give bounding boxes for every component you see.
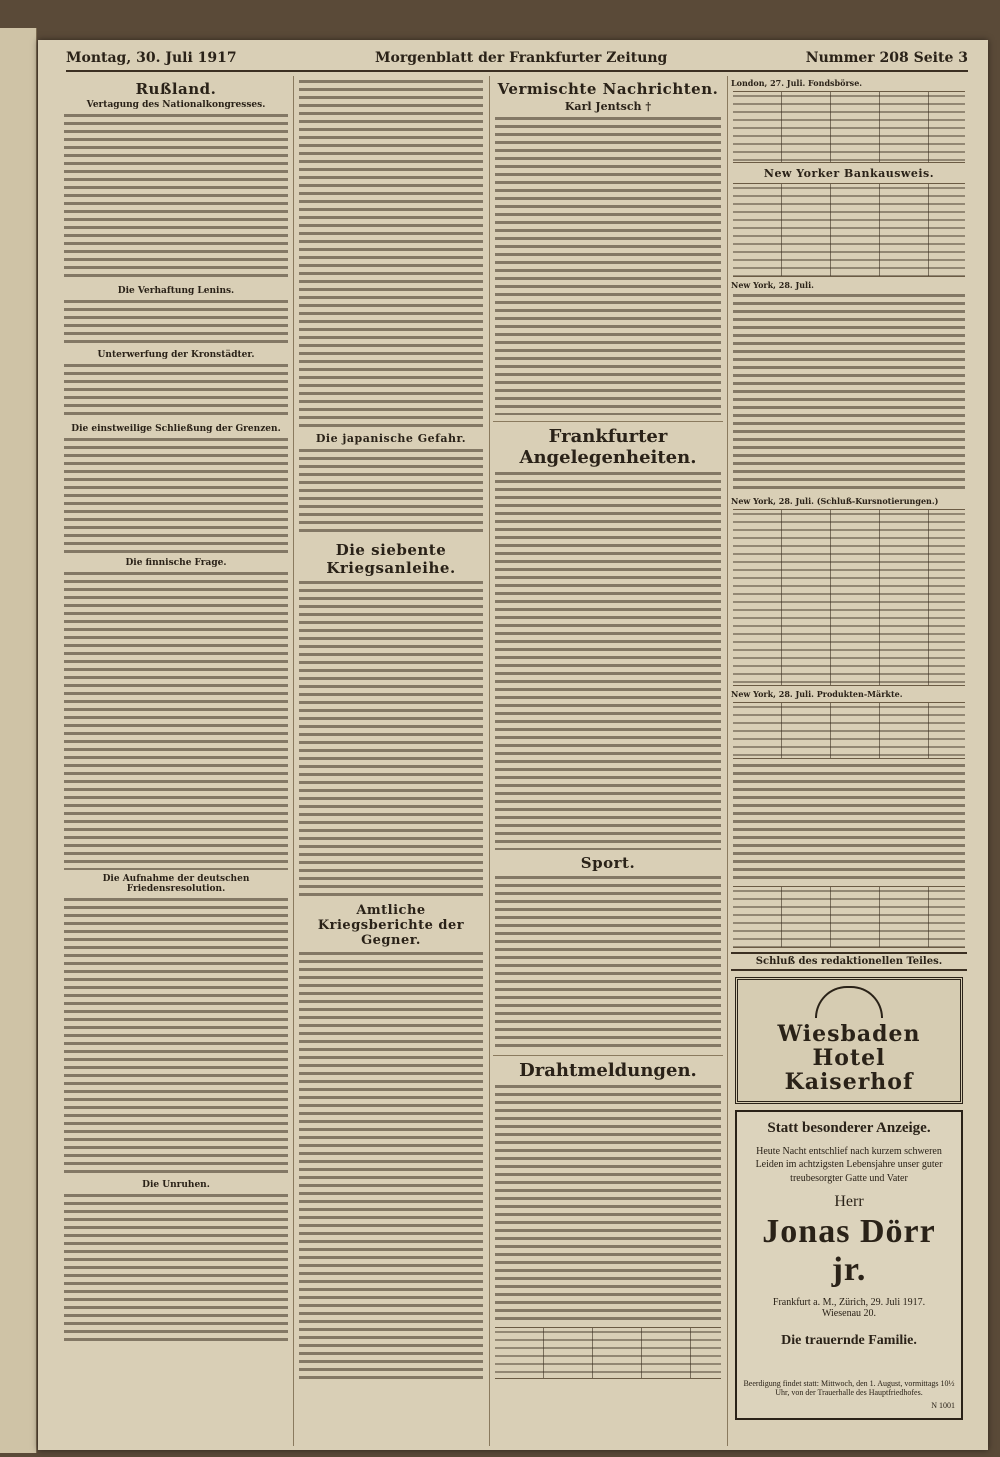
article-text <box>64 298 288 346</box>
section-subtitle: Karl Jentsch † <box>564 100 652 113</box>
section-title: Amtliche Kriegsberichte der Gegner. <box>317 903 465 948</box>
notice-street: Wiesenau 20. <box>821 1308 877 1320</box>
table <box>733 702 965 759</box>
article-text <box>64 112 288 282</box>
ad-city: Wiesbaden <box>777 1021 921 1047</box>
article-text <box>495 115 721 415</box>
table <box>733 183 965 277</box>
article-text <box>495 874 721 1049</box>
article-text <box>64 896 288 1176</box>
article-text <box>495 470 721 850</box>
article-text <box>299 579 483 899</box>
notice-name: Jonas Dörr jr. <box>762 1213 936 1289</box>
notice-burial: Beerdigung findet statt: Mittwoch, den 1. August, vormittags 10½ Uhr, von der Trauerhalle des Hauptfriedhofes. <box>743 1379 955 1398</box>
column-4 <box>493 76 723 1446</box>
section-title: Die japanische Gefahr. <box>315 432 467 445</box>
previous-page-edge <box>0 28 37 1453</box>
notice-text: Heute Nacht entschlief nach kurzem schweren Leiden im achtzigsten Lebensjahre unser guter treubesorgter Gatte und Vater <box>755 1145 943 1184</box>
closing-line: Schluß des redaktionellen Teiles. <box>731 952 967 971</box>
article-text <box>733 292 965 492</box>
section-subtitle: Die Verhaftung Lenins. <box>117 286 235 296</box>
table <box>733 509 965 686</box>
column-3 <box>297 76 485 1446</box>
column-rule <box>489 76 490 1446</box>
market-heading: New York, 28. Juli. (Schluß-Kursnotierungen.) <box>731 496 939 506</box>
article-text <box>64 570 288 870</box>
page-header <box>66 46 968 72</box>
article-text <box>64 362 288 420</box>
market-heading: New Yorker Bankausweis. <box>763 167 935 180</box>
column-5 <box>731 76 967 1446</box>
section-subtitle: Unterwerfung der Kronstädter. <box>97 350 255 360</box>
market-heading: New York, 28. Juli. <box>731 280 814 290</box>
section-subtitle: Die Aufnahme der deutschen Friedensresolution. <box>102 874 250 894</box>
notice-place: Frankfurt a. M., Zürich, 29. Juli 1917. <box>772 1297 926 1309</box>
notice-family: Die trauernde Familie. <box>781 1333 917 1349</box>
article-text <box>495 1083 721 1323</box>
article-text <box>64 1192 288 1342</box>
section-subtitle: Die einstweilige Schließung der Grenzen. <box>71 424 281 434</box>
crown-icon <box>815 986 883 1018</box>
article-text <box>299 950 483 1380</box>
newspaper-page <box>38 40 988 1450</box>
death-notice <box>735 1110 963 1421</box>
hotel-advertisement <box>735 977 963 1104</box>
section-subtitle: Vertagung des Nationalkongresses. <box>86 100 266 110</box>
paper-title: Morgenblatt der Frankfurter Zeitung <box>375 50 668 66</box>
notice-title: Herr <box>834 1193 864 1211</box>
section-subtitle: Die finnische Frage. <box>125 558 227 568</box>
market-heading: New York, 28. Juli. Produkten-Märkte. <box>731 689 903 699</box>
section-title: Drahtmeldungen. <box>493 1055 723 1081</box>
article-text <box>299 78 483 428</box>
section-title: Frankfurter Angelegenheiten. <box>493 421 723 468</box>
section-subtitle: Die Unruhen. <box>142 1180 210 1190</box>
article-text <box>733 762 965 882</box>
table <box>733 91 965 163</box>
market-heading: London, 27. Juli. Fondsbörse. <box>731 78 863 88</box>
table <box>733 886 965 948</box>
column-rule <box>727 76 728 1446</box>
ad-hotel-name: Hotel Kaiserhof <box>784 1045 914 1096</box>
issue-number: Nummer 208 Seite 3 <box>805 50 968 66</box>
column-1 <box>62 76 290 1446</box>
notice-heading: Statt besonderer Anzeige. <box>767 1119 931 1136</box>
section-title: Sport. <box>580 854 636 872</box>
column-rule <box>293 76 294 1446</box>
russia-title: Rußland. <box>135 80 217 98</box>
issue-date: Montag, 30. Juli 1917 <box>66 50 237 66</box>
notice-id: N 1001 <box>931 1401 955 1411</box>
article-text <box>299 447 483 537</box>
section-title: Vermischte Nachrichten. <box>497 80 719 98</box>
table <box>495 1327 721 1379</box>
article-text <box>64 436 288 554</box>
section-title: Die siebente Kriegsanleihe. <box>326 541 456 577</box>
